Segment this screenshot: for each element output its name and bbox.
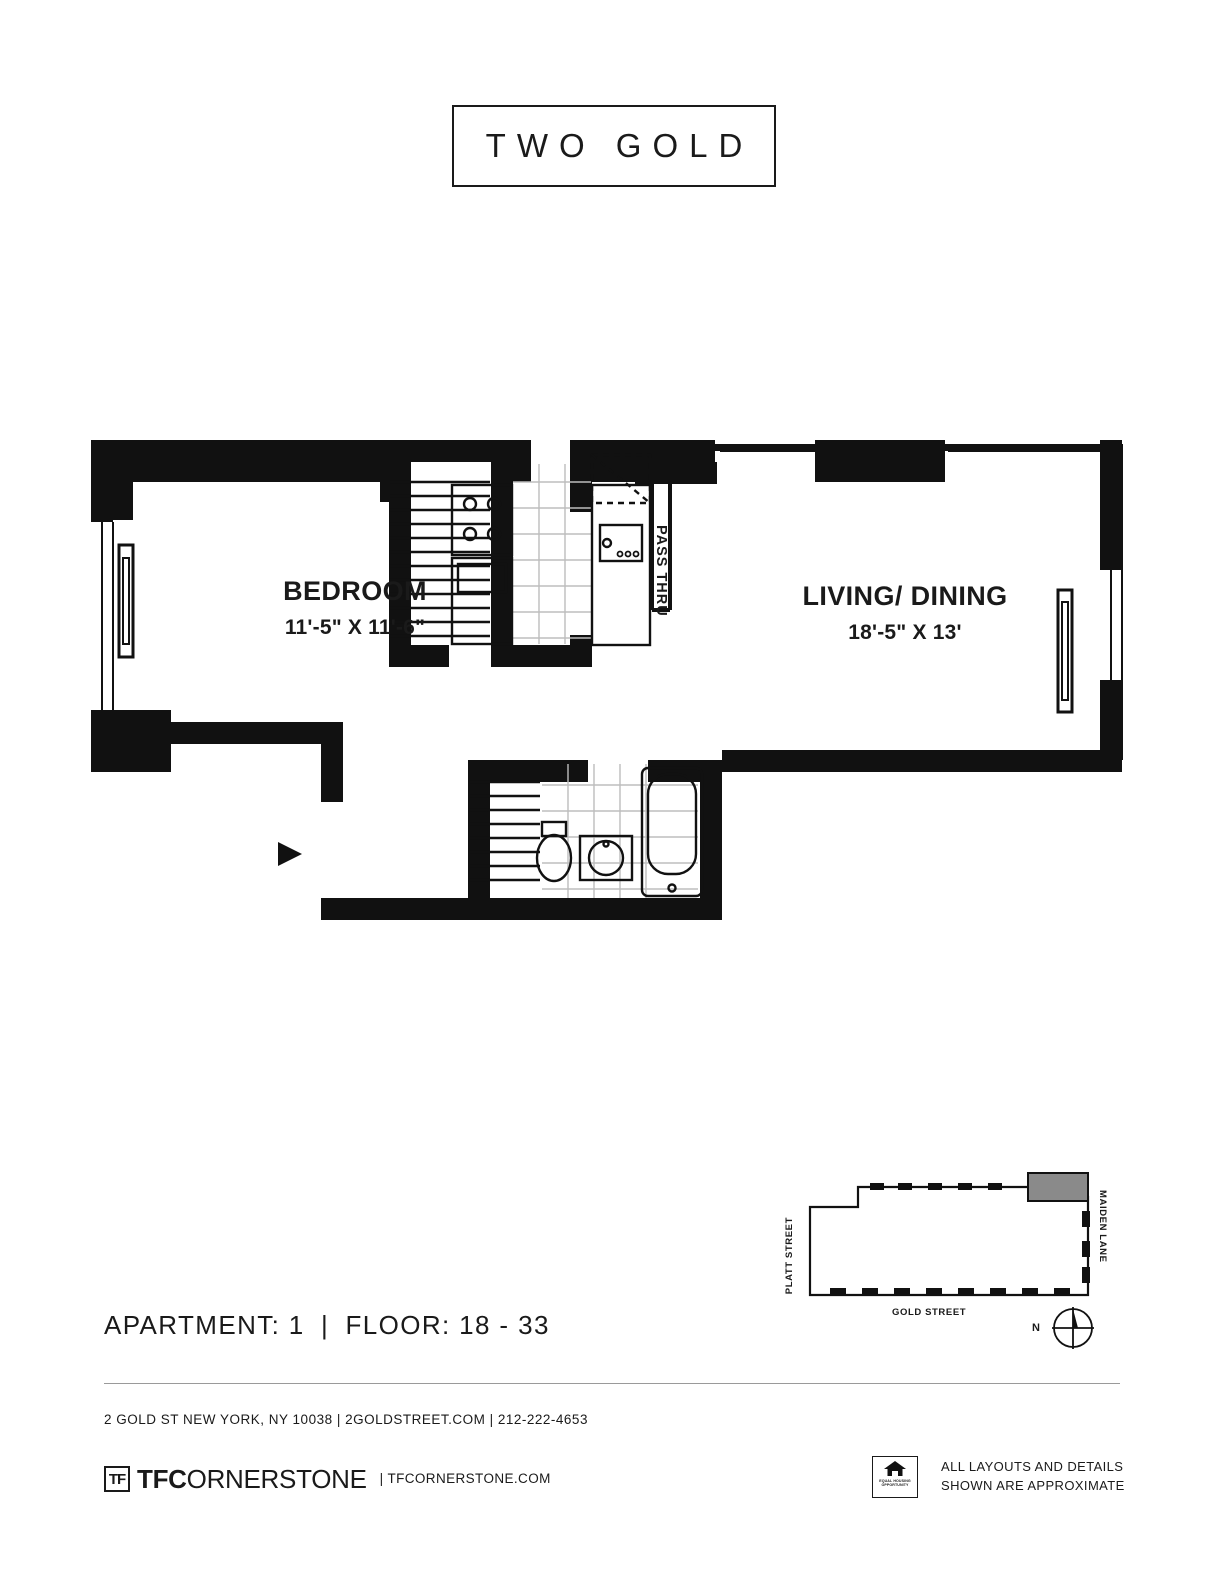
walls-group: [91, 440, 1122, 920]
tfc-wordmark-bold: TFC: [137, 1463, 187, 1494]
disclaimer-text: [941, 1458, 1125, 1496]
room-dimensions-bedroom: 11'-5" X 11'-6": [284, 615, 426, 639]
pass-thru-label: PASS THRU: [653, 525, 669, 617]
keyplan-street-gold: GOLD STREET: [892, 1307, 967, 1318]
key-plan: [770, 1155, 1130, 1370]
compass-icon: [1048, 1303, 1098, 1353]
footer-brand: [104, 1462, 551, 1496]
caption-separator: |: [321, 1310, 330, 1340]
tfc-logo-initials: TF: [108, 1470, 126, 1488]
building-outline: [810, 1187, 1088, 1295]
brand-logo: [452, 105, 776, 187]
room-name-living-dining: LIVING/ DINING: [802, 581, 1008, 611]
footer-divider: [104, 1383, 1120, 1384]
brand-logo-text: TWO GOLD: [485, 127, 754, 164]
eho-caption: EQUAL HOUSING OPPORTUNITY: [879, 1479, 911, 1488]
tfc-wordmark: [137, 1464, 367, 1495]
apartment-caption: [104, 1310, 550, 1341]
compass-north-label: N: [1032, 1322, 1040, 1334]
room-label-bedroom: [210, 575, 500, 641]
room-name-bedroom: BEDROOM: [283, 576, 427, 606]
tfc-logo-icon: [104, 1466, 130, 1492]
keyplan-street-maiden: MAIDEN LANE: [1097, 1190, 1108, 1263]
unit-highlight: [1028, 1173, 1088, 1201]
disclaimer-line-2: SHOWN ARE APPROXIMATE: [941, 1477, 1125, 1493]
keyplan-street-platt: PLATT STREET: [784, 1217, 795, 1295]
floor-label: FLOOR:: [345, 1310, 451, 1340]
room-dimensions-living-dining: 18'-5" X 13': [848, 620, 962, 644]
entry-door-arrow: [278, 842, 302, 866]
apartment-value: 1: [288, 1310, 305, 1340]
floor-plan-drawing: [80, 430, 1140, 930]
footer-address: 2 GOLD ST NEW YORK, NY 10038 | 2GOLDSTREET.COM | 212-222-4653: [104, 1412, 588, 1427]
apartment-label: APARTMENT:: [104, 1310, 281, 1340]
tfc-website-link[interactable]: | TFCORNERSTONE.COM: [379, 1470, 551, 1486]
tfc-wordmark-thin: ORNERSTONE: [186, 1463, 367, 1494]
disclaimer-line-1: ALL LAYOUTS AND DETAILS: [941, 1459, 1124, 1474]
floor-value: 18 - 33: [459, 1310, 550, 1340]
equal-housing-opportunity-icon: [872, 1456, 918, 1498]
floor-plan-svg: [80, 430, 1140, 930]
room-label-living-dining: [740, 580, 1070, 646]
